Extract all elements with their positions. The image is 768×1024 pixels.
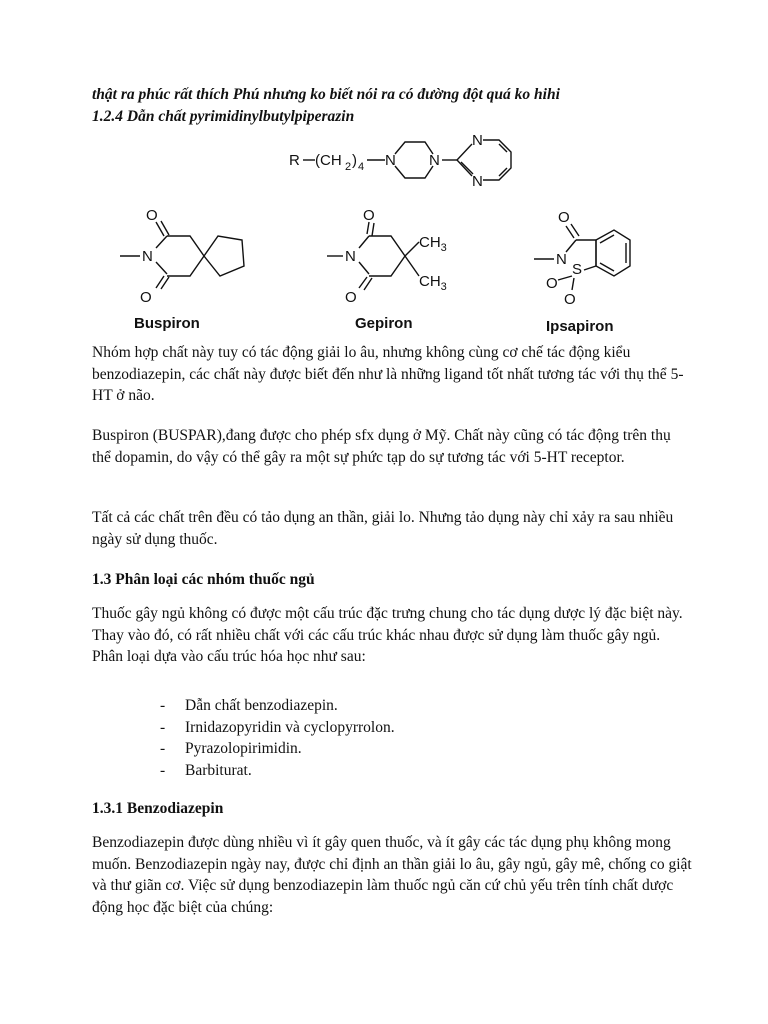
piperazine-n4: N (429, 152, 440, 169)
intro-note: thật ra phúc rất thích Phú nhưng ko biết nói ra có đường đột quá ko hihi (92, 86, 560, 103)
r-label: R (289, 152, 300, 169)
paragraph-5: Benzodiazepin được dùng nhiều vì ít gây quen thuốc, và ít gây các tác dụng phụ không mong muốn. Benzodiazepin ngày nay, được chỉ định an thần giải lo âu, gây ngủ, gây mê, chống co giật và thư giãn cơ. Việc sử dụng benzodiazepin làm thuốc ngủ căn cứ chủ yếu trên tính chất dược động học đặc biệt của chúng: (92, 834, 692, 916)
pyrimidine-n3: N (472, 173, 483, 190)
heading-1-3: 1.3 Phân loại các nhóm thuốc ngủ (92, 571, 315, 588)
list-item-text: Irnidazopyridin và cyclopyrrolon. (185, 718, 395, 736)
gepiron-name: Gepiron (355, 315, 413, 332)
paragraph-3: Tất cả các chất trên đều có tảo dụng an thần, giải lo. Nhưng tảo dụng này chỉ xảy ra sau nhiều ngày sử dụng thuốc. (92, 509, 674, 548)
n4-subscript: 4 (358, 161, 365, 173)
ring-bonds (395, 140, 511, 180)
gepiron-ch3-1: $CH_3$ (419, 234, 447, 254)
classification-list (160, 695, 395, 781)
list-item (160, 695, 395, 717)
general-formula-structure (285, 128, 525, 198)
ch2-label: (CH (315, 152, 342, 169)
buspiron-structure (112, 200, 292, 336)
gepiron-n: N (345, 248, 356, 265)
paragraph-4: Thuốc gây ngủ không có được một cấu trúc đặc trưng chung cho tác dụng dược lý đặc biệt này. Thay vào đó, có rất nhiều chất với các cấu trúc khác nhau được sử dụng làm thuốc gây ngủ. Phân loại dựa vào cấu trúc hóa học như sau: (92, 605, 683, 665)
list-item (160, 717, 395, 739)
ipsapiron-s: S (572, 261, 583, 278)
buspiron-n: N (142, 248, 153, 265)
list-dash: - (160, 718, 166, 736)
close-paren: ) (352, 152, 357, 169)
heading-1-3-1: 1.3.1 Benzodiazepin (92, 800, 224, 817)
ipsapiron-structure (530, 200, 670, 336)
gepiron-o-top: O (363, 207, 375, 224)
piperazine-n1: N (385, 152, 396, 169)
list-dash: - (160, 697, 166, 714)
buspiron-name: Buspiron (134, 315, 200, 332)
buspiron-o-top: O (146, 207, 158, 224)
gepiron-o-bottom: O (345, 289, 357, 306)
list-item-text: Pyrazolopirimidin. (185, 740, 302, 757)
list-dash: - (160, 761, 166, 779)
ipsapiron-name: Ipsapiron (546, 318, 614, 335)
list-item (160, 760, 395, 782)
pyrimidine-n1: N (472, 132, 483, 149)
buspiron-o-bottom: O (140, 289, 152, 306)
ipsapiron-o-left: O (546, 275, 558, 292)
paragraph-1: Nhóm hợp chất này tuy có tác động giải lo âu, nhưng không cùng cơ chế tác động kiểu benzodiazepin, các chất này được biết đến như là những ligand tốt nhất tương tác với thụ thể 5-HT ở não. (92, 344, 684, 404)
ch2-subscript: 2 (345, 161, 352, 173)
gepiron-ch3-2: $CH_3$ (419, 273, 447, 293)
list-item (160, 738, 395, 760)
gepiron-structure (325, 200, 485, 336)
list-item-text: Dẫn chất benzodiazepin. (185, 697, 338, 714)
section-heading-1-2-4: 1.2.4 Dẫn chất pyrimidinylbutylpiperazin (92, 108, 355, 125)
list-item-text: Barbiturat. (185, 761, 252, 779)
list-dash: - (160, 740, 166, 757)
ipsapiron-o-bottom: O (564, 291, 576, 308)
ipsapiron-n: N (556, 251, 567, 268)
ipsapiron-o-top: O (558, 209, 570, 226)
paragraph-2: Buspiron (BUSPAR),đang được cho phép sfx dụng ở Mỹ. Chất này cũng có tác động trên thụ thể dopamin, do vậy có thể gây ra một sự phức tạp do sự tương tác với 5-HT receptor. (92, 427, 671, 466)
